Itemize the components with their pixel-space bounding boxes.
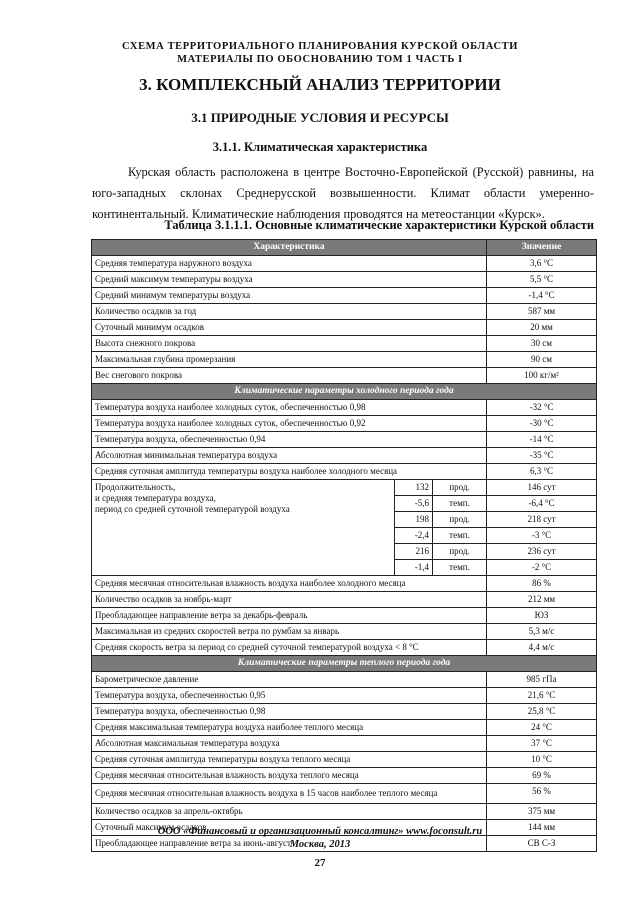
row-value: 21,6 °С <box>487 688 597 704</box>
row-label: Преобладающее направление ветра за декабрь-февраль <box>92 608 487 624</box>
table-row <box>92 336 597 352</box>
row-value: 20 мм <box>487 320 597 336</box>
table-row <box>92 704 597 720</box>
row-value: -6,4 °С <box>487 496 597 512</box>
row-value: -14 °С <box>487 432 597 448</box>
row-value: 10 °С <box>487 752 597 768</box>
row-value: 146 сут <box>487 480 597 496</box>
duration-row <box>92 480 597 496</box>
header-subtitle: МАТЕРИАЛЫ ПО ОБОСНОВАНИЮ ТОМ 1 ЧАСТЬ I <box>177 54 463 65</box>
row-value: 90 см <box>487 352 597 368</box>
row-value: -2 °С <box>487 560 597 576</box>
row-label: Преобладающее направление ветра за июнь-август <box>92 836 487 852</box>
parameter-type: прод. <box>433 544 487 560</box>
threshold-value: 132 <box>395 480 433 496</box>
table-row <box>92 272 597 288</box>
subsubsection-title: 3.1.1. Климатическая характеристика <box>212 140 428 154</box>
table-row <box>92 672 597 688</box>
table-row <box>92 304 597 320</box>
row-label: Средняя месячная относительная влажность воздуха в 15 часов наиболее теплого месяца <box>92 784 487 804</box>
duration-label-cell <box>92 480 395 576</box>
cold-section-header <box>92 384 597 400</box>
duration-label-line: период со средней суточной температурой воздуха <box>95 504 290 514</box>
table-row <box>92 448 597 464</box>
parameter-type: темп. <box>433 528 487 544</box>
row-value: 56 % <box>487 784 597 804</box>
row-label: Высота снежного покрова <box>92 336 487 352</box>
column-header-value: Значение <box>487 240 597 256</box>
row-value: -35 °С <box>487 448 597 464</box>
row-value: -32 °С <box>487 400 597 416</box>
table-row <box>92 352 597 368</box>
row-value: 587 мм <box>487 304 597 320</box>
table-row <box>92 592 597 608</box>
table-row <box>92 804 597 820</box>
threshold-value: 198 <box>395 512 433 528</box>
table-row <box>92 688 597 704</box>
table-row <box>92 768 597 784</box>
table-row <box>92 720 597 736</box>
row-label: Суточный минимум осадков <box>92 320 487 336</box>
table-row <box>92 432 597 448</box>
warm-section-title: Климатические параметры теплого периода года <box>92 656 597 672</box>
row-value: ЮЗ <box>487 608 597 624</box>
parameter-type: темп. <box>433 496 487 512</box>
row-value: 69 % <box>487 768 597 784</box>
row-value: 37 °С <box>487 736 597 752</box>
row-label: Количество осадков за год <box>92 304 487 320</box>
row-label: Абсолютная максимальная температура воздуха <box>92 736 487 752</box>
row-value: 5,3 м/с <box>487 624 597 640</box>
parameter-type: темп. <box>433 560 487 576</box>
table-row <box>92 784 597 804</box>
page-number: 27 <box>314 857 326 869</box>
parameter-type: прод. <box>433 512 487 528</box>
row-label: Суточный максимум осадков <box>92 820 487 836</box>
row-value: -30 °С <box>487 416 597 432</box>
row-value: 25,8 °С <box>487 704 597 720</box>
row-value: 24 °С <box>487 720 597 736</box>
table-row <box>92 464 597 480</box>
header-title: СХЕМА ТЕРРИТОРИАЛЬНОГО ПЛАНИРОВАНИЯ КУРСКОЙ ОБЛАСТИ <box>121 41 519 52</box>
row-value: -3 °С <box>487 528 597 544</box>
cold-section-title: Климатические параметры холодного периода года <box>92 384 597 400</box>
table-row <box>92 624 597 640</box>
row-value: 3,6 °С <box>487 256 597 272</box>
row-label: Средняя скорость ветра за период со средней суточной температурой воздуха < 8 °С <box>92 640 487 656</box>
row-value: 5,5 °С <box>487 272 597 288</box>
table-caption: Таблица 3.1.1.1. Основные климатические характеристики Курской области <box>164 218 594 232</box>
footer-city-year: Москва, 2013 <box>289 839 351 850</box>
threshold-value: 216 <box>395 544 433 560</box>
row-label: Средняя суточная амплитуда температуры воздуха наиболее холодного месяца <box>92 464 487 480</box>
row-value: 236 сут <box>487 544 597 560</box>
intro-paragraph: Курская область расположена в центре Восточно-Европейской (Русской) равнины, на юго-западных склонах Среднерусской возвышенности. Климат области умеренно-континентальный. Климатические наблюдения проводятся на метеостанции «Курск». <box>92 165 594 221</box>
row-label: Средняя суточная амплитуда температуры воздуха теплого месяца <box>92 752 487 768</box>
table-row <box>92 320 597 336</box>
row-label: Абсолютная минимальная температура воздуха <box>92 448 487 464</box>
table-header-row <box>92 240 597 256</box>
parameter-type: прод. <box>433 480 487 496</box>
threshold-value: -1,4 <box>395 560 433 576</box>
row-label: Температура воздуха, обеспеченностью 0,95 <box>92 688 487 704</box>
row-label: Температура воздуха, обеспеченностью 0,94 <box>92 432 487 448</box>
row-label: Температура воздуха наиболее холодных суток, обеспеченностью 0,92 <box>92 416 487 432</box>
row-label: Средний минимум температуры воздуха <box>92 288 487 304</box>
table-row <box>92 736 597 752</box>
table-row <box>92 576 597 592</box>
table-row <box>92 288 597 304</box>
row-value: 86 % <box>487 576 597 592</box>
row-value: -1,4 °С <box>487 288 597 304</box>
threshold-value: -5,6 <box>395 496 433 512</box>
subsection-title: 3.1 ПРИРОДНЫЕ УСЛОВИЯ И РЕСУРСЫ <box>191 110 449 125</box>
duration-label-line: Продолжительность, <box>95 482 176 492</box>
table-row <box>92 400 597 416</box>
row-label: Температура воздуха наиболее холодных суток, обеспеченностью 0,98 <box>92 400 487 416</box>
row-label: Средняя температура наружного воздуха <box>92 256 487 272</box>
row-value: 6,3 °С <box>487 464 597 480</box>
row-label: Вес снегового покрова <box>92 368 487 384</box>
row-value: 30 см <box>487 336 597 352</box>
row-value: 144 мм <box>487 820 597 836</box>
climate-table <box>91 239 597 852</box>
row-label: Максимальная из средних скоростей ветра по румбам за январь <box>92 624 487 640</box>
table-row <box>92 640 597 656</box>
footer-company: ООО «Финансовый и организационный консалтинг» www.foconsult.ru <box>157 826 483 837</box>
row-value: СВ С-З <box>487 836 597 852</box>
row-label: Средняя максимальная температура воздуха наиболее теплого месяца <box>92 720 487 736</box>
table-row <box>92 368 597 384</box>
table-row <box>92 608 597 624</box>
section-title: 3. КОМПЛЕКСНЫЙ АНАЛИЗ ТЕРРИТОРИИ <box>139 75 501 94</box>
warm-section-header <box>92 656 597 672</box>
row-value: 218 сут <box>487 512 597 528</box>
row-label: Количество осадков за ноябрь-март <box>92 592 487 608</box>
table-row <box>92 752 597 768</box>
row-label: Температура воздуха, обеспеченностью 0,98 <box>92 704 487 720</box>
row-label: Барометрическое давление <box>92 672 487 688</box>
row-value: 212 мм <box>487 592 597 608</box>
row-label: Максимальная глубина промерзания <box>92 352 487 368</box>
threshold-value: -2,4 <box>395 528 433 544</box>
table-row <box>92 256 597 272</box>
table-row <box>92 416 597 432</box>
row-value: 4,4 м/с <box>487 640 597 656</box>
row-value: 375 мм <box>487 804 597 820</box>
row-value: 100 кг/м² <box>487 368 597 384</box>
row-value: 985 гПа <box>487 672 597 688</box>
column-header-characteristic: Характеристика <box>92 240 487 256</box>
row-label: Средняя месячная относительная влажность воздуха теплого месяца <box>92 768 487 784</box>
row-label: Средняя месячная относительная влажность воздуха наиболее холодного месяца <box>92 576 487 592</box>
duration-label-line: и средняя температура воздуха, <box>95 493 216 503</box>
row-label: Средний максимум температуры воздуха <box>92 272 487 288</box>
row-label: Количество осадков за апрель-октябрь <box>92 804 487 820</box>
